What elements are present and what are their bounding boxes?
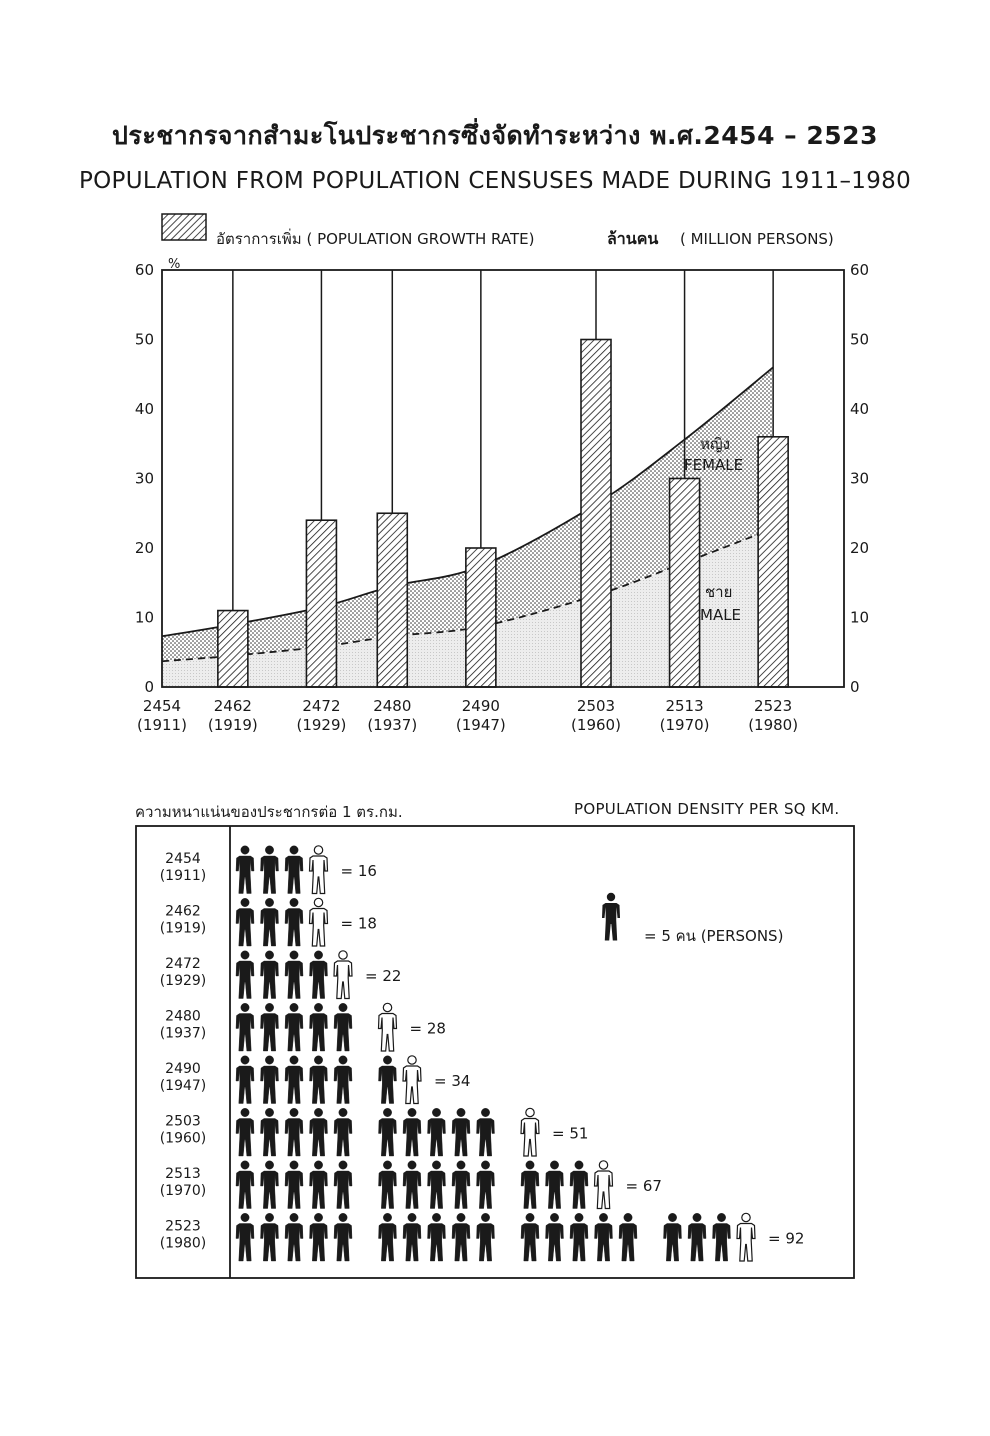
person-icon (285, 898, 303, 946)
y-tick-right-20: 20 (850, 539, 870, 557)
person-icon (334, 951, 352, 999)
density-value-2503: = 51 (552, 1124, 589, 1143)
person-icon (452, 1213, 470, 1261)
x-label-ce-2523: (1980) (748, 716, 799, 734)
density-value-2454: = 16 (340, 862, 377, 880)
person-icon (236, 1003, 254, 1051)
density-heading-thai: ความหนาแน่นของประชากรต่อ 1 ตร.กม. (135, 803, 403, 821)
person-icon (737, 1213, 755, 1261)
y-tick-right-60: 60 (850, 261, 870, 279)
y-tick-left-20: 20 (134, 539, 154, 557)
row-year-ce-2480: (1937) (159, 1025, 207, 1042)
y-unit-percent: % (168, 257, 181, 272)
y-tick-left-40: 40 (134, 400, 154, 418)
pictogram-row-2513 (160, 1161, 662, 1209)
person-icon (619, 1213, 637, 1261)
pictogram-row-2462 (160, 898, 377, 946)
unit-label-thai: ล้านคน (607, 229, 659, 248)
y-tick-right-0: 0 (850, 678, 860, 696)
person-icon (595, 1213, 613, 1261)
person-icon (261, 1056, 279, 1104)
person-icon (261, 898, 279, 946)
person-icon (403, 1056, 421, 1104)
person-icon (261, 1213, 279, 1261)
person-icon (570, 1161, 588, 1209)
row-year-ce-2472: (1929) (159, 973, 207, 989)
female-label-thai: หญิง (700, 435, 730, 453)
person-icon (379, 1161, 397, 1209)
density-heading-english: POPULATION DENSITY PER SQ KM. (574, 800, 840, 818)
x-label-ce-2472: (1929) (296, 716, 347, 734)
row-year-2462: 2462 (165, 903, 201, 920)
person-icon (570, 1213, 588, 1261)
row-year-2490: 2490 (165, 1061, 201, 1077)
person-icon (261, 1108, 279, 1156)
person-icon (403, 1108, 421, 1156)
person-icon (261, 846, 279, 894)
x-label-ce-2490: (1947) (455, 716, 506, 734)
x-label-2454: 2454 (142, 697, 182, 715)
y-tick-right-30: 30 (850, 469, 870, 488)
y-tick-right-10: 10 (850, 608, 870, 627)
person-icon (477, 1108, 495, 1156)
person-icon (334, 1213, 352, 1261)
x-label-2513: 2513 (665, 697, 704, 715)
person-icon (428, 1108, 446, 1156)
person-icon (310, 846, 328, 894)
density-value-2462: = 18 (340, 914, 377, 933)
person-icon (334, 1108, 352, 1156)
y-tick-left-30: 30 (134, 469, 154, 488)
person-icon (261, 1161, 279, 1209)
person-icon (236, 846, 254, 894)
row-year-ce-2513: (1970) (159, 1183, 207, 1199)
x-label-2490: 2490 (461, 697, 500, 715)
y-tick-left-0: 0 (144, 678, 154, 696)
density-value-2513: = 67 (625, 1177, 662, 1195)
y-tick-left-60: 60 (134, 261, 154, 279)
person-icon (428, 1213, 446, 1261)
person-icon (236, 951, 254, 999)
key-text: = 5 คน (PERSONS) (644, 927, 784, 945)
pictogram-rows (160, 846, 805, 1261)
person-icon (285, 1056, 303, 1104)
person-icon (334, 1161, 352, 1209)
person-icon (379, 1108, 397, 1156)
row-year-ce-2490: (1947) (159, 1078, 207, 1094)
person-icon (379, 1003, 397, 1051)
x-label-ce-2462: (1919) (207, 716, 258, 734)
person-icon (261, 951, 279, 999)
row-year-ce-2462: (1919) (159, 920, 207, 937)
person-icon (310, 1161, 328, 1209)
female-label-english: FEMALE (684, 456, 744, 474)
x-label-2472: 2472 (302, 697, 341, 715)
person-icon (285, 1108, 303, 1156)
row-year-ce-2523: (1980) (159, 1235, 207, 1252)
unit-label-english: ( MILLION PERSONS) (680, 230, 834, 248)
density-value-2480: = 28 (409, 1019, 446, 1038)
y-tick-left-10: 10 (134, 608, 154, 627)
row-year-2472: 2472 (165, 956, 201, 972)
x-label-ce-2480: (1937) (367, 716, 418, 734)
person-icon (285, 846, 303, 894)
y-tick-left-50: 50 (134, 330, 154, 349)
pictogram-frame (136, 826, 854, 1278)
person-icon (521, 1213, 539, 1261)
person-icon (310, 1003, 328, 1051)
x-label-ce-2503: (1960) (571, 716, 621, 734)
person-icon (285, 1213, 303, 1261)
person-icon (403, 1161, 421, 1209)
person-icon (428, 1161, 446, 1209)
person-icon (452, 1161, 470, 1209)
pictogram-row-2454 (160, 846, 377, 894)
person-icon (236, 1056, 254, 1104)
person-icon (595, 1161, 613, 1209)
person-icon (546, 1161, 564, 1209)
pictogram-key (602, 893, 783, 945)
person-icon (452, 1108, 470, 1156)
row-year-ce-2454: (1911) (159, 868, 207, 884)
person-icon (236, 1108, 254, 1156)
person-icon (236, 1213, 254, 1261)
person-icon (477, 1213, 495, 1261)
person-icon (334, 1003, 352, 1051)
person-icon (403, 1213, 421, 1261)
person-icon (285, 1161, 303, 1209)
person-icon (521, 1108, 539, 1156)
x-label-2462: 2462 (213, 697, 252, 715)
row-year-2503: 2503 (165, 1113, 201, 1130)
pictogram-row-2480 (160, 1003, 446, 1051)
legend-growth-label: อัตราการเพิ่ม ( POPULATION GROWTH RATE) (216, 230, 535, 248)
row-year-2513: 2513 (165, 1166, 201, 1182)
density-value-2472: = 22 (365, 967, 402, 985)
person-icon (310, 951, 328, 999)
pictogram-row-2503 (160, 1108, 589, 1156)
x-label-ce-2454: (1911) (137, 716, 187, 734)
male-label-english: MALE (700, 606, 742, 624)
person-icon (379, 1056, 397, 1104)
person-icon (310, 1108, 328, 1156)
y-tick-right-50: 50 (850, 330, 870, 349)
density-value-2490: = 34 (434, 1072, 471, 1090)
person-icon (546, 1213, 564, 1261)
x-label-2480: 2480 (373, 697, 412, 715)
x-label-2503: 2503 (576, 697, 616, 715)
person-icon (310, 1213, 328, 1261)
person-icon (236, 1161, 254, 1209)
pictogram-row-2523 (160, 1213, 805, 1261)
person-icon (285, 951, 303, 999)
person-icon (334, 1056, 352, 1104)
person-icon (688, 1213, 706, 1261)
title-thai: ประชากรจากสำมะโนประชากรซึ่งจัดทำระหว่าง พ.ศ.2454 – 2523 (112, 121, 878, 150)
person-icon (664, 1213, 682, 1261)
person-icon (261, 1003, 279, 1051)
person-icon (310, 898, 328, 946)
person-icon (285, 1003, 303, 1051)
y-tick-right-40: 40 (850, 400, 870, 418)
male-label-thai: ชาย (705, 583, 733, 601)
person-icon (713, 1213, 731, 1261)
person-icon (521, 1161, 539, 1209)
x-label-2523: 2523 (754, 697, 793, 715)
title-english: POPULATION FROM POPULATION CENSUSES MADE DURING 1911–1980 (78, 168, 912, 194)
x-label-ce-2513: (1970) (659, 716, 710, 734)
person-icon (310, 1056, 328, 1104)
person-icon (236, 898, 254, 946)
pictogram-row-2472 (160, 951, 402, 999)
pictogram-row-2490 (160, 1056, 471, 1104)
density-value-2523: = 92 (768, 1229, 805, 1248)
row-year-2454: 2454 (165, 851, 201, 867)
row-year-ce-2503: (1960) (159, 1130, 207, 1147)
person-icon (477, 1161, 495, 1209)
row-year-2523: 2523 (165, 1218, 201, 1235)
key-person-icon (602, 893, 620, 941)
row-year-2480: 2480 (165, 1008, 201, 1025)
person-icon (379, 1213, 397, 1261)
